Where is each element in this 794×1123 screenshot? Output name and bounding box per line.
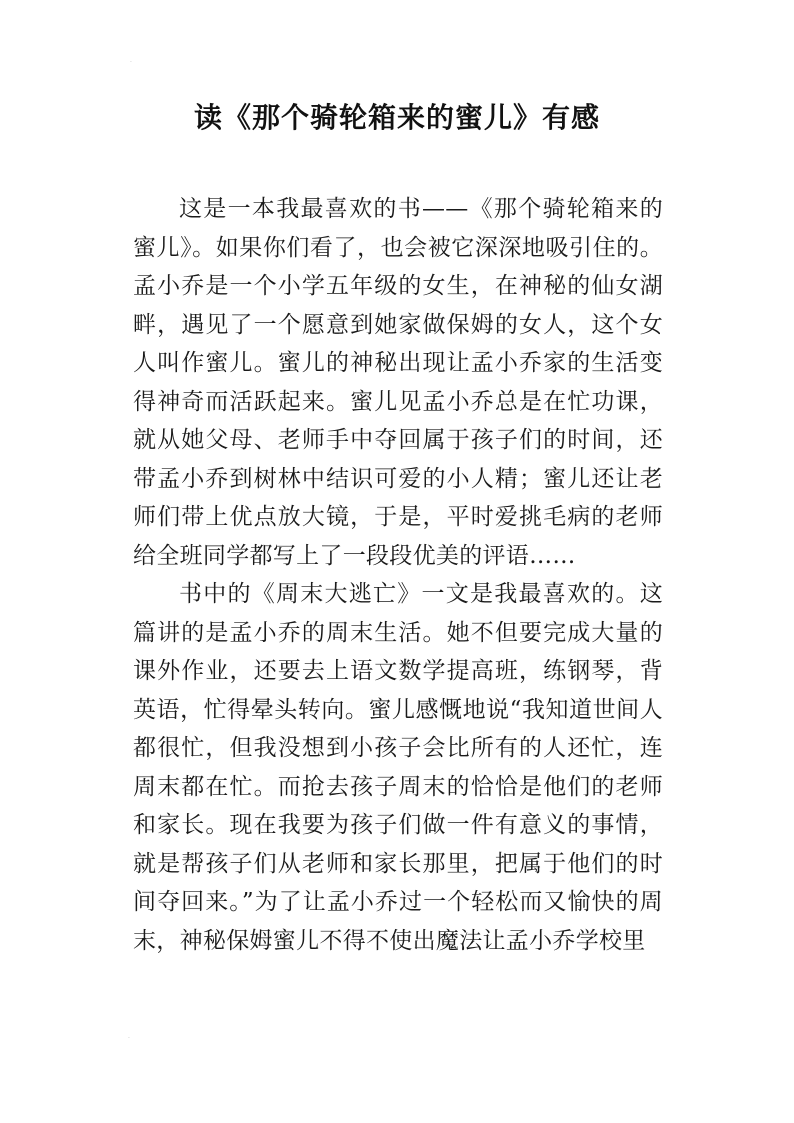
paragraph-2: 书中的《周末大逃亡》一文是我最喜欢的。这篇讲的是孟小乔的周末生活。她不但要完成大量的课外作业，还要去上语文数学提高班，练钢琴，背英语，忙得晕头转向。蜜儿感慨地说“我知道世间人都很忙，但我没想到小孩子会比所有的人还忙，连周末都在忙。而抢去孩子周末的恰恰是他们的老师和家长。现在我要为孩子们做一件有意义的事情，就是帮孩子们从老师和家长那里，把属于他们的时间夺回来。”为了让孟小乔过一个轻松而又愉快的周末，神秘保姆蜜儿不得不使出魔法让孟小乔学校里 (133, 581, 663, 954)
paragraph-1: 这是一本我最喜欢的书——《那个骑轮箱来的蜜儿》。如果你们看了，也会被它深深地吸引住的。孟小乔是一个小学五年级的女生，在神秘的仙女湖畔，遇见了一个愿意到她家做保姆的女人，这个女人叫作蜜儿。蜜儿的神秘出现让孟小乔家的生活变得神奇而活跃起来。蜜儿见孟小乔总是在忙功课，就从她父母、老师手中夺回属于孩子们的时间，还带孟小乔到树林中结识可爱的小人精；蜜儿还让老师们带上优点放大镜，于是，平时爱挑毛病的老师给全班同学都写上了一段段优美的评语…… (133, 196, 663, 569)
scan-speck: · (130, 59, 132, 66)
scan-speck: · (128, 1035, 130, 1042)
document-body (133, 190, 663, 960)
document-title: 读《那个骑轮箱来的蜜儿》有感 (193, 101, 600, 134)
